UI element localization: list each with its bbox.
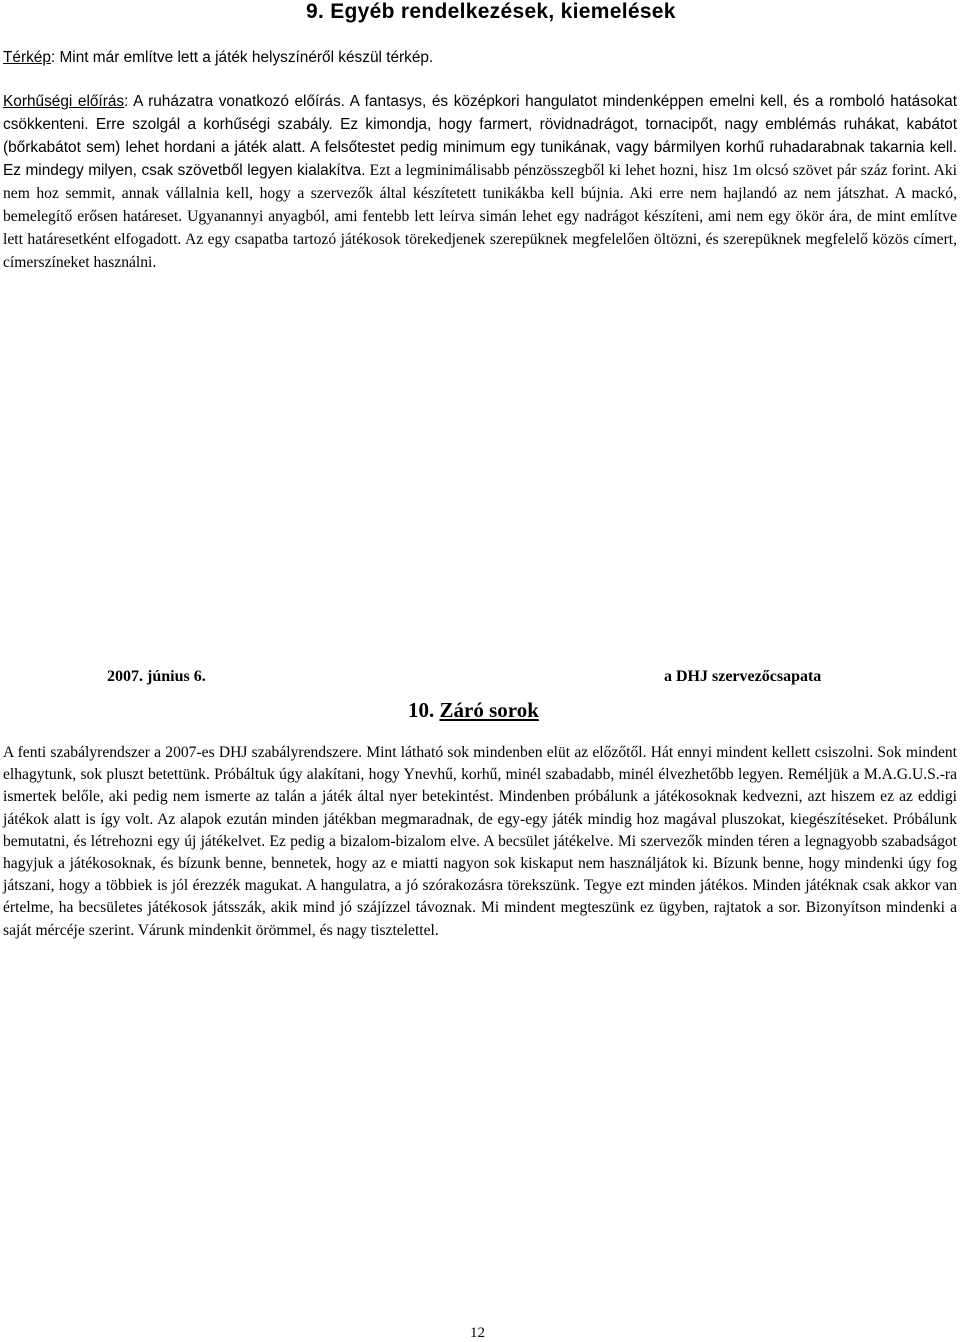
signature-organizer: a DHJ szervezőcsapata bbox=[664, 668, 822, 685]
closing-paragraph: A fenti szabályrendszer a 2007-es DHJ szabályrendszere. Mint látható sok mindenben elüt az előzőtől. Hát ennyi mindent kellett csiszolni. Sok mindent elhagytunk, sok pluszt betettünk. Próbáltuk úgy alakítani, hogy Ynevhű, korhű, minél szabadabb, minél élvezhetőbb legyen. Reméljük a M.A.G.U.S.-ra ismertek belőle, aki pedig nem ismerte az talán a játék által nyer betekintést. Mindenben próbálunk a játékosoknak kedvezni, azt hiszem ez az eddigi játékok alatt is így volt. Az alapok ezután minden játékban megmaradnak, de egy-egy játék mindig hoz magával pluszokat, kiegészítéseket. Próbálunk bemutatni, és létrehozni egy új játékelvet. Ez pedig a bizalom-bizalom elve. A becsület játékelve. Mi szervezők minden téren a legnagyobb szabadságot hagyjuk a játékosoknak, és bízunk benne, bennetek, hogy az e miatti nagyon sok kiskaput nem használjátok ki. Bízunk benne, hogy mindenki úgy fog játszani, hogy a többiek is jól érezzék magukat. A hangulatra, a jó szórakozásra törekszünk. Tegye ezt minden játékos. Minden játéknak csak akkor van értelme, ha becsületes játékosok játsszák, akik mind jó szájízzel távoznak. Mi mindent megteszünk ez ügyben, rajtatok a sor. Bizonyítson mindenki a saját mércéje szerint. Várunk mindenkit örömmel, és nagy tisztelettel. bbox=[3, 744, 957, 939]
korhusegi-text-serif: Ezt a legminimálisabb pénzösszegből ki lehet hozni, hisz 1m olcsó szövet pár száz forint. Aki nem hoz semmit, annak vállalnia kell, hogy a szervezők által készítetett tunikákba kell bújnia. Aki erre nem hajlandó az nem játszhat. A mackó, bemelegítő erősen határeset. Ugyanannyi anyagból, ami fentebb lett leírva simán lehet egy nadrágot készíteni, ami nem egy ökör ára, de mint említve lett határesetként elfogadott. Az egy csapatba tartozó játékosok törekedjenek szerepüknek megfelelően öltözni, és szerepüknek megfelelő közös címert, címerszíneket használni. bbox=[3, 162, 957, 272]
korhusegi-term: Korhűségi előírás bbox=[3, 93, 125, 110]
terkep-paragraph bbox=[3, 46, 957, 69]
terkep-text: : Mint már említve lett a játék helyszínéről készül térkép. bbox=[50, 49, 434, 66]
signature-date: 2007. június 6. bbox=[107, 668, 206, 685]
terkep-term: Térkép bbox=[3, 49, 51, 66]
section-10-heading bbox=[408, 698, 539, 723]
section-10-title: Záró sorok bbox=[439, 698, 539, 722]
section-10-number: 10. bbox=[408, 698, 435, 722]
korhusegi-paragraph bbox=[3, 90, 957, 274]
korhusegi-text-sans: : A ruházatra vonatkozó előírás. A fantasys, és középkori hangulatot mindenképpen emelni kell, és a romboló hatásokat csökkenteni. Erre szolgál a korhűségi szabály. Ez kimondja, hogy farmert, rövidnadrágot, tornacipőt, nagy emblémás ruhákat, kabátot (bőrkabátot sem) lehet hordani a játék alatt. A felsőtestet pedig minimum egy tunikának, vagy bármilyen korhű ruhadarabnak takarnia kell. Ez mindegy milyen, csak szövetből legyen kialakítva. bbox=[3, 93, 957, 180]
section-9-heading: 9. Egyéb rendelkezések, kiemelések bbox=[306, 0, 676, 23]
page-number: 12 bbox=[470, 1325, 485, 1341]
